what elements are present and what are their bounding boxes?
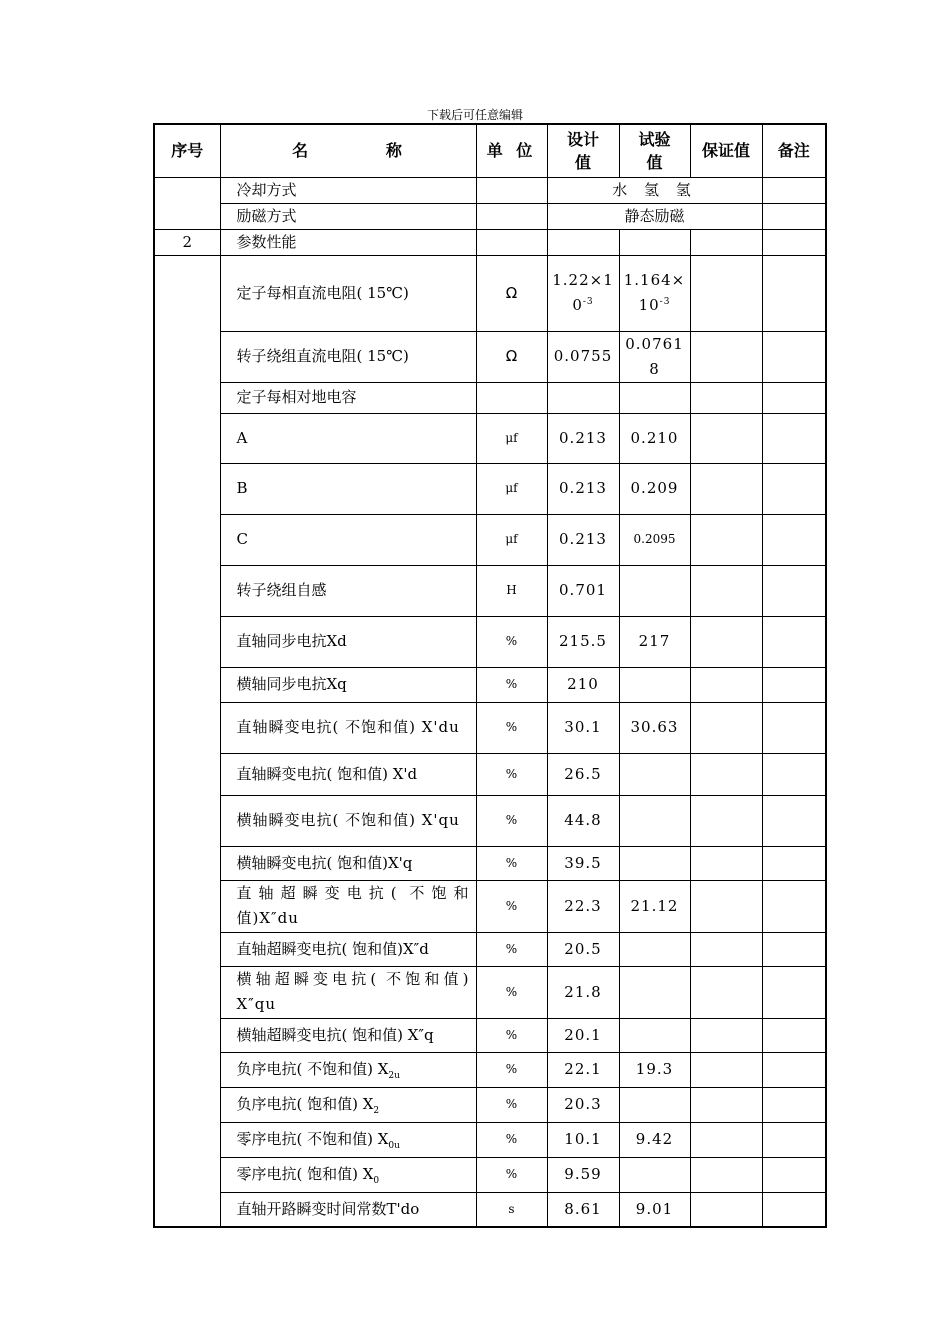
- unit-cell: s: [476, 1192, 547, 1227]
- unit-cell: %: [476, 880, 547, 932]
- table-row: [154, 966, 826, 1018]
- unit-cell: %: [476, 667, 547, 702]
- design-cell: 21.8: [547, 966, 619, 1018]
- unit-cell: %: [476, 753, 547, 795]
- design-cell: 0.213: [547, 463, 619, 514]
- remark-cell: [762, 880, 826, 932]
- header-unit: 单 位: [476, 124, 547, 177]
- name-text: 负序电抗( 不饱和值) X: [236, 1060, 389, 1078]
- design-cell: 39.5: [547, 846, 619, 880]
- unit-cell: %: [476, 966, 547, 1018]
- guarantee-cell: [690, 331, 762, 382]
- table-row: [154, 880, 826, 932]
- guarantee-cell: [690, 702, 762, 753]
- test-cell: [619, 753, 690, 795]
- design-cell: 215.5: [547, 616, 619, 667]
- unit-cell: [476, 177, 547, 203]
- name-cell: [220, 1052, 476, 1087]
- guarantee-cell: [690, 1122, 762, 1157]
- table-row: [154, 846, 826, 880]
- name-subscript: 0: [373, 1176, 380, 1186]
- remark-cell: [762, 702, 826, 753]
- name-cell: 励磁方式: [220, 203, 476, 229]
- table-row: [154, 565, 826, 616]
- name-cell: 转子绕组自感: [220, 565, 476, 616]
- test-cell: 0.2095: [619, 514, 690, 565]
- design-cell: 20.1: [547, 1018, 619, 1052]
- name-cell: 直轴超瞬变电抗( 饱和值)X″d: [220, 932, 476, 966]
- guarantee-cell: [690, 795, 762, 846]
- remark-cell: [762, 331, 826, 382]
- unit-cell: [476, 382, 547, 413]
- test-cell: [619, 229, 690, 255]
- unit-cell: %: [476, 932, 547, 966]
- guarantee-cell: [690, 846, 762, 880]
- test-cell: [619, 667, 690, 702]
- test-cell: [619, 846, 690, 880]
- value-exponent: -3: [659, 297, 671, 307]
- guarantee-cell: [690, 966, 762, 1018]
- unit-cell: [476, 229, 547, 255]
- guarantee-cell: [690, 880, 762, 932]
- guarantee-cell: [690, 616, 762, 667]
- table-row: [154, 1018, 826, 1052]
- guarantee-cell: [690, 255, 762, 331]
- remark-cell: [762, 1192, 826, 1227]
- test-cell: 30.63: [619, 702, 690, 753]
- test-cell: 217: [619, 616, 690, 667]
- header-guarantee: 保证值: [690, 124, 762, 177]
- guarantee-cell: [690, 514, 762, 565]
- table-row: [154, 702, 826, 753]
- value-text: 1.22×10: [552, 271, 614, 314]
- name-cell: 横轴超瞬变电抗( 不饱和值) X″qu: [220, 966, 476, 1018]
- test-cell: [619, 1157, 690, 1192]
- guarantee-cell: [690, 1052, 762, 1087]
- remark-cell: [762, 382, 826, 413]
- table-row: [154, 667, 826, 702]
- value-cell: 静态励磁: [547, 203, 762, 229]
- table-row: [154, 795, 826, 846]
- name-cell: 横轴超瞬变电抗( 饱和值) X″q: [220, 1018, 476, 1052]
- design-cell: [547, 229, 619, 255]
- table-row: [154, 1192, 826, 1227]
- design-cell: 26.5: [547, 753, 619, 795]
- unit-cell: %: [476, 1087, 547, 1122]
- guarantee-cell: [690, 382, 762, 413]
- test-cell: [619, 932, 690, 966]
- test-cell: [619, 565, 690, 616]
- remark-cell: [762, 616, 826, 667]
- name-cell: [220, 1157, 476, 1192]
- design-cell: 10.1: [547, 1122, 619, 1157]
- test-cell: 19.3: [619, 1052, 690, 1087]
- number-cell: [154, 177, 220, 229]
- table-row: [154, 255, 826, 331]
- unit-cell: Ω: [476, 255, 547, 331]
- test-cell: [619, 255, 690, 331]
- remark-cell: [762, 1087, 826, 1122]
- table-row: [154, 1052, 826, 1087]
- table-row: [154, 382, 826, 413]
- remark-cell: [762, 1157, 826, 1192]
- design-cell: 44.8: [547, 795, 619, 846]
- unit-cell: μf: [476, 413, 547, 463]
- unit-cell: %: [476, 702, 547, 753]
- name-subscript: 0u: [388, 1141, 400, 1151]
- header-name: 名 称: [220, 124, 476, 177]
- test-cell: [619, 1018, 690, 1052]
- name-cell: C: [220, 514, 476, 565]
- header-design: 设计值: [547, 124, 619, 177]
- guarantee-cell: [690, 753, 762, 795]
- unit-cell: H: [476, 565, 547, 616]
- header-test: 试验值: [619, 124, 690, 177]
- name-cell: B: [220, 463, 476, 514]
- name-cell: [220, 1087, 476, 1122]
- guarantee-cell: [690, 1018, 762, 1052]
- design-cell: 0.213: [547, 514, 619, 565]
- design-cell: [547, 255, 619, 331]
- guarantee-cell: [690, 1157, 762, 1192]
- value-text: 1.164×10: [623, 271, 686, 314]
- remark-cell: [762, 413, 826, 463]
- table-row: [154, 1087, 826, 1122]
- remark-cell: [762, 255, 826, 331]
- header-remark: 备注: [762, 124, 826, 177]
- test-cell: 0.210: [619, 413, 690, 463]
- design-cell: 22.1: [547, 1052, 619, 1087]
- test-cell: [619, 795, 690, 846]
- name-text: 零序电抗( 饱和值) X: [236, 1165, 374, 1183]
- number-cell: [154, 255, 220, 1227]
- unit-cell: %: [476, 1018, 547, 1052]
- remark-cell: [762, 1018, 826, 1052]
- guarantee-cell: [690, 229, 762, 255]
- table-row: [154, 932, 826, 966]
- test-cell: 9.01: [619, 1192, 690, 1227]
- test-cell: 21.12: [619, 880, 690, 932]
- design-cell: 8.61: [547, 1192, 619, 1227]
- remark-cell: [762, 229, 826, 255]
- remark-cell: [762, 966, 826, 1018]
- name-cell: 定子每相对地电容: [220, 382, 476, 413]
- guarantee-cell: [690, 1192, 762, 1227]
- remark-cell: [762, 565, 826, 616]
- name-cell: 直轴瞬变电抗( 饱和值) X'd: [220, 753, 476, 795]
- table-row: [154, 177, 826, 203]
- name-cell: 参数性能: [220, 229, 476, 255]
- unit-cell: %: [476, 1122, 547, 1157]
- page-header: 下载后可任意编辑: [426, 108, 523, 122]
- name-cell: 横轴瞬变电抗( 不饱和值) X'qu: [220, 795, 476, 846]
- table-row: [154, 203, 826, 229]
- design-cell: 0.701: [547, 565, 619, 616]
- design-cell: 22.3: [547, 880, 619, 932]
- remark-cell: [762, 667, 826, 702]
- name-subscript: 2: [373, 1106, 380, 1116]
- remark-cell: [762, 1052, 826, 1087]
- remark-cell: [762, 463, 826, 514]
- table-row: [154, 616, 826, 667]
- name-cell: [220, 1122, 476, 1157]
- value-exponent: -3: [582, 297, 594, 307]
- header-row: [154, 124, 826, 177]
- table-row: [154, 753, 826, 795]
- remark-cell: [762, 795, 826, 846]
- test-cell: 0.209: [619, 463, 690, 514]
- name-cell: 定子每相直流电阻( 15℃): [220, 255, 476, 331]
- test-cell: [619, 382, 690, 413]
- name-text: 负序电抗( 饱和值) X: [236, 1095, 374, 1113]
- unit-cell: %: [476, 846, 547, 880]
- name-cell: 冷却方式: [220, 177, 476, 203]
- unit-cell: μf: [476, 514, 547, 565]
- design-cell: 20.5: [547, 932, 619, 966]
- table-row: [154, 331, 826, 382]
- name-cell: 直轴开路瞬变时间常数T'do: [220, 1192, 476, 1227]
- table-row: [154, 229, 826, 255]
- test-cell: 0.07618: [619, 331, 690, 382]
- name-cell: 转子绕组直流电阻( 15℃): [220, 331, 476, 382]
- design-cell: 0.0755: [547, 331, 619, 382]
- table-row: [154, 1122, 826, 1157]
- table-row: [154, 463, 826, 514]
- remark-cell: [762, 177, 826, 203]
- name-cell: 直轴瞬变电抗( 不饱和值) X'du: [220, 702, 476, 753]
- guarantee-cell: [690, 1087, 762, 1122]
- guarantee-cell: [690, 667, 762, 702]
- guarantee-cell: [690, 413, 762, 463]
- design-cell: [547, 382, 619, 413]
- unit-cell: μf: [476, 463, 547, 514]
- number-cell: 2: [154, 229, 220, 255]
- name-cell: 横轴同步电抗Xq: [220, 667, 476, 702]
- name-cell: 直轴超瞬变电抗( 不饱和值)X″du: [220, 880, 476, 932]
- guarantee-cell: [690, 932, 762, 966]
- parameter-table: [153, 123, 827, 1228]
- remark-cell: [762, 753, 826, 795]
- design-cell: 20.3: [547, 1087, 619, 1122]
- remark-cell: [762, 203, 826, 229]
- unit-cell: %: [476, 795, 547, 846]
- guarantee-cell: [690, 565, 762, 616]
- unit-cell: %: [476, 1157, 547, 1192]
- test-cell: 9.42: [619, 1122, 690, 1157]
- name-cell: A: [220, 413, 476, 463]
- guarantee-cell: [690, 463, 762, 514]
- design-cell: 210: [547, 667, 619, 702]
- test-cell: [619, 1087, 690, 1122]
- unit-cell: [476, 203, 547, 229]
- unit-cell: %: [476, 1052, 547, 1087]
- table-row: [154, 514, 826, 565]
- design-cell: 0.213: [547, 413, 619, 463]
- header-no: 序号: [154, 124, 220, 177]
- name-subscript: 2u: [388, 1071, 400, 1081]
- unit-cell: Ω: [476, 331, 547, 382]
- design-cell: 30.1: [547, 702, 619, 753]
- remark-cell: [762, 1122, 826, 1157]
- name-text: 零序电抗( 不饱和值) X: [236, 1130, 389, 1148]
- remark-cell: [762, 932, 826, 966]
- remark-cell: [762, 846, 826, 880]
- design-cell: 9.59: [547, 1157, 619, 1192]
- name-cell: 横轴瞬变电抗( 饱和值)X'q: [220, 846, 476, 880]
- remark-cell: [762, 514, 826, 565]
- table-row: [154, 413, 826, 463]
- table-row: [154, 1157, 826, 1192]
- name-cell: 直轴同步电抗Xd: [220, 616, 476, 667]
- value-cell: 水 氢 氢: [547, 177, 762, 203]
- test-cell: [619, 966, 690, 1018]
- unit-cell: %: [476, 616, 547, 667]
